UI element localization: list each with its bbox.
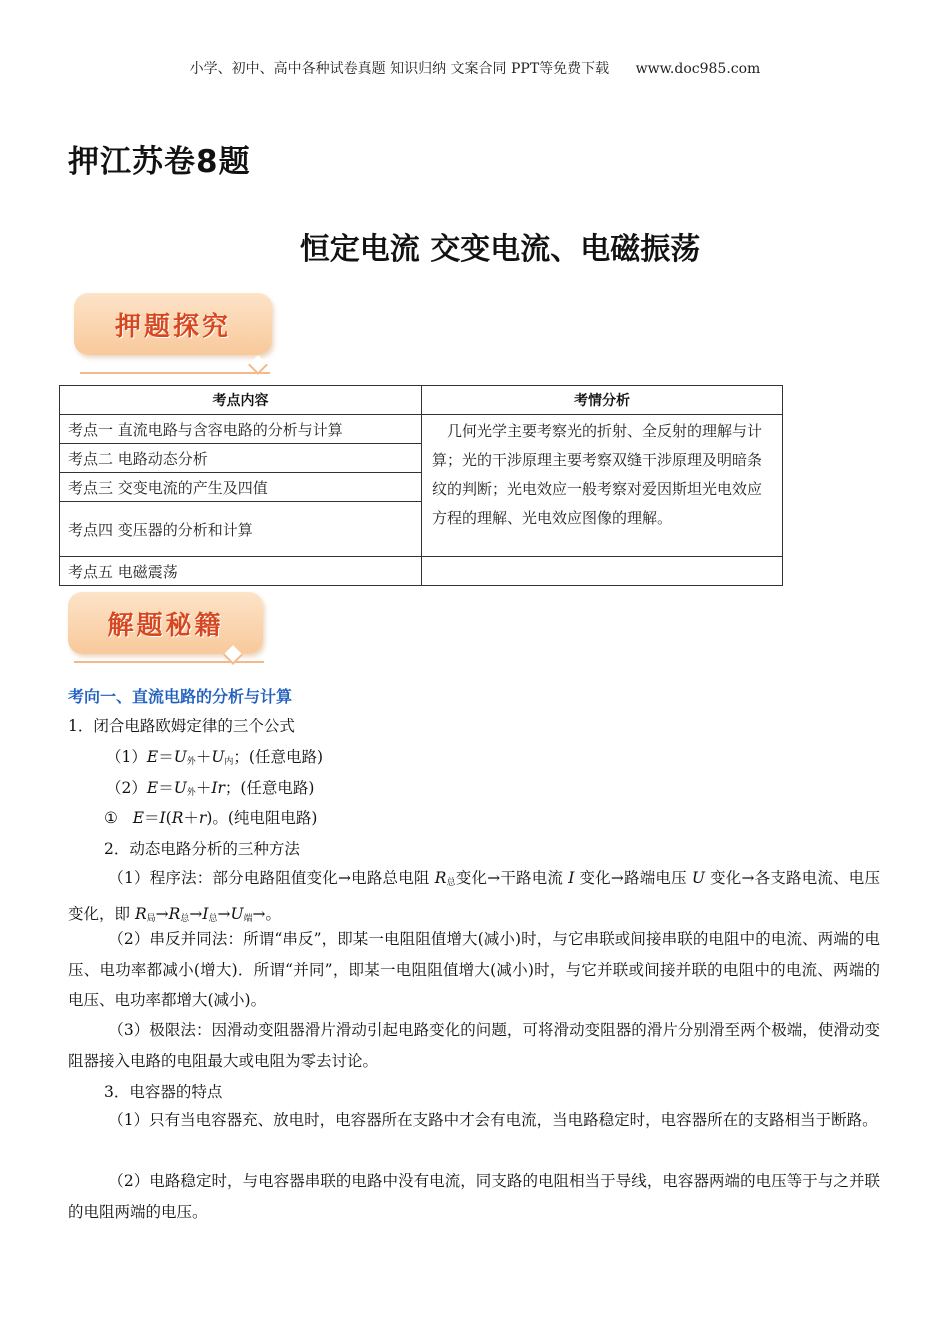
section-heading: 考向一、直流电路的分析与计算	[68, 687, 293, 706]
formula-2: $(2)E=U_外+Ir$；(任意电路)	[106, 779, 315, 798]
header-text: 小学、初中、高中各种试卷真题 知识归纳 文案合同 PPT等免费下载	[189, 61, 610, 77]
banner-secrets-label: 解题秘籍	[107, 610, 224, 641]
method-series-parallel: （2）串反并同法：所谓“串反”，即某一电阻阻值增大(减小)时，与它串联或间接串联的电阻中的电流、两端的电压、电功率都减小(增大)．所谓“并同”，即某一电阻阻值增大(减小)时，与它并联或间接并联的电阻中的电流、两端的电压、电功率都增大(减小)。	[68, 930, 880, 1009]
table-cell-point-2: 考点二 电路动态分析	[60, 444, 422, 473]
table-cell-point-1: 考点一 直流电路与含容电路的分析与计算	[60, 415, 422, 444]
doc-title: 押江苏卷8题	[68, 144, 251, 180]
table-row	[60, 557, 783, 586]
item-heading-2: 2．动态电路分析的三种方法	[104, 840, 300, 858]
table-cell-point-5: 考点五 电磁震荡	[60, 557, 422, 586]
method-program: （1）程序法：部分电路阻值变化→电路总电阻 $R_总$变化→干路电流 I 变化→路端电压 U 变化→各支路电流、电压变化，即 $R_局\to R_总\to I_总\to U_端\to$。	[68, 869, 880, 924]
item-heading-3: 3．电容器的特点	[104, 1083, 223, 1101]
table-row	[60, 415, 783, 444]
banner-explore-label: 押题探究	[114, 311, 231, 342]
method-limit: （3）极限法：因滑动变阻器滑片滑动引起电路变化的问题，可将滑动变阻器的滑片分别滑至两个极端，使滑动变阻器接入电路的电阻最大或电阻为零去讨论。	[68, 1021, 880, 1070]
site-header	[0, 58, 950, 78]
formula-3: ① E＝I(R＋r)。(纯电阻电路)	[104, 809, 318, 827]
banner-explore-underline	[80, 372, 270, 374]
capacitor-point-1: （1）只有当电容器充、放电时，电容器所在支路中才会有电流，当电路稳定时，电容器所在的支路相当于断路。	[108, 1111, 878, 1129]
item-heading-1: 1．闭合电路欧姆定律的三个公式	[68, 717, 295, 735]
table-header-row	[60, 386, 783, 415]
table-cell-empty	[422, 557, 783, 586]
table-cell-point-3: 考点三 交变电流的产生及四值	[60, 473, 422, 502]
formula-1: $(1)E=U_外+U_内$；(任意电路)	[106, 748, 324, 767]
banner-secrets	[68, 592, 263, 654]
table-header-analysis: 考情分析	[422, 386, 783, 415]
table-cell-point-4: 考点四 变压器的分析和计算	[60, 502, 422, 557]
capacitor-point-2: （2）电路稳定时，与电容器串联的电路中没有电流，同支路的电阻相当于导线，电容器两端的电压等于与之并联的电阻两端的电压。	[68, 1172, 880, 1221]
table-header-content: 考点内容	[60, 386, 422, 415]
header-url[interactable]: www.doc985.com	[635, 61, 761, 77]
doc-subtitle: 恒定电流 交变电流、电磁振荡	[299, 232, 701, 267]
table-cell-analysis: 几何光学主要考察光的折射、全反射的理解与计算；光的干涉原理主要考察双缝干涉原理及明暗条纹的判断；光电效应一般考察对爱因斯坦光电效应方程的理解、光电效应图像的理解。	[422, 415, 783, 557]
exam-points-table	[59, 385, 783, 586]
banner-explore	[74, 293, 272, 355]
